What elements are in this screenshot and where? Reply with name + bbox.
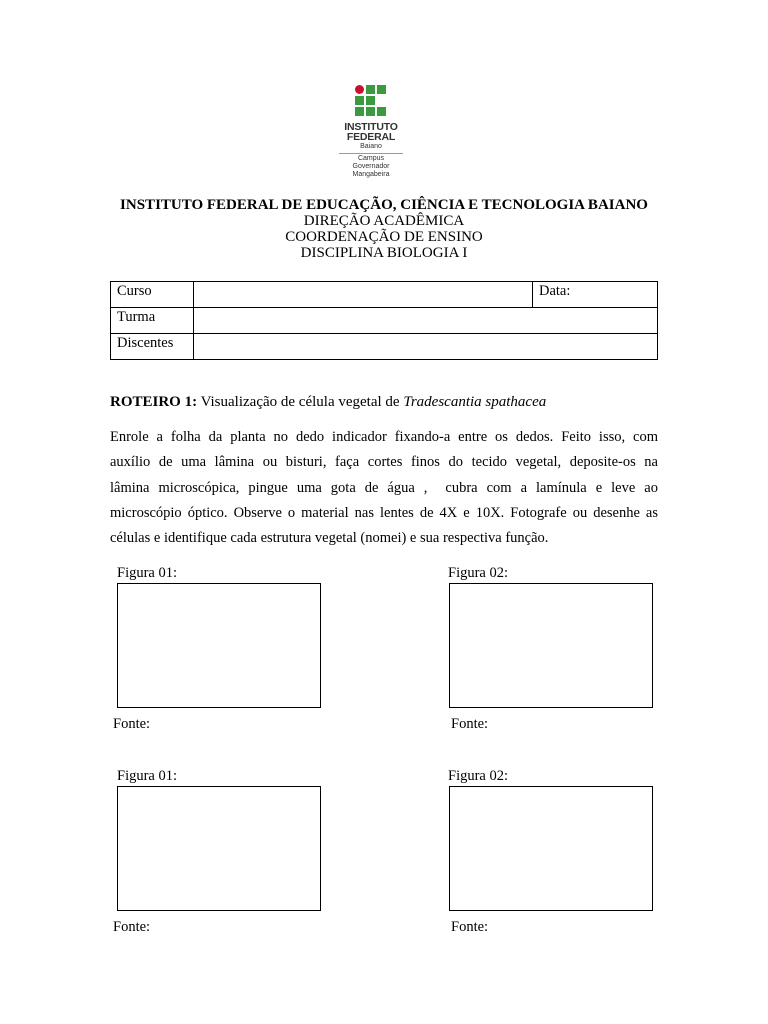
logo-mark-icon (336, 84, 406, 120)
figure-2-box[interactable] (449, 583, 653, 708)
logo-campus: Campus Governador Mangabeira (352, 155, 390, 178)
instruction-line: auxílio de uma lâmina ou bisturi, faça cortes finos do tecido vegetal, deposite-os na (110, 454, 658, 471)
logo-institution-name: INSTITUTO FEDERAL (344, 121, 398, 143)
institution-title: INSTITUTO FEDERAL DE EDUCAÇÃO, CIÊNCIA E TECNOLOGIA BAIANO (120, 197, 648, 213)
instructions-paragraph (110, 425, 658, 551)
student-info-table (110, 281, 658, 360)
logo-campus-name: Baiano (360, 143, 382, 150)
logo-red-circle (355, 85, 364, 94)
coordination-title: COORDENAÇÃO DE ENSINO (285, 229, 483, 245)
instruction-line: lâmina microscópica, pingue uma gota de água , cubra com a lamínula e leve ao (110, 479, 658, 496)
figure-3-label: Figura 01: (117, 768, 178, 784)
course-row (111, 282, 658, 308)
class-label: Turma (111, 308, 194, 334)
roteiro-title (110, 394, 546, 411)
class-row (111, 308, 658, 334)
logo-divider (339, 153, 403, 154)
figure-1-box[interactable] (117, 583, 321, 708)
document-header (0, 197, 768, 261)
roteiro-label: ROTEIRO 1: (110, 394, 198, 410)
class-field[interactable] (194, 308, 658, 334)
figure-4-box[interactable] (449, 786, 653, 911)
figure-1-label: Figura 01: (117, 565, 178, 581)
instruction-line: células e identifique cada estrutura vegetal (nomei) e sua respectiva função. (110, 530, 549, 547)
figure-2-label: Figura 02: (448, 565, 509, 581)
figure-4-label: Figura 02: (448, 768, 509, 784)
instruction-line: microscópio óptico. Observe o material nas lentes de 4X e 10X. Fotografe ou desenhe as (110, 504, 658, 521)
roteiro-text: Visualização de célula vegetal de (197, 394, 404, 410)
figure-4-source: Fonte: (451, 919, 489, 935)
direction-title: DIREÇÃO ACADÊMICA (303, 213, 465, 229)
institution-logo (336, 84, 406, 184)
figure-3-box[interactable] (117, 786, 321, 911)
figure-2-source: Fonte: (451, 716, 489, 732)
figure-1-source: Fonte: (113, 716, 151, 732)
students-label: Discentes (111, 334, 194, 360)
course-field[interactable] (194, 282, 533, 308)
students-row (111, 334, 658, 360)
date-field[interactable]: Data: (533, 282, 658, 308)
figure-3-source: Fonte: (113, 919, 151, 935)
species-name: Tradescantia spathacea (403, 394, 547, 410)
course-label: Curso (111, 282, 194, 308)
instruction-line: Enrole a folha da planta no dedo indicador fixando-a entre os dedos. Feito isso, com (110, 429, 658, 445)
students-field[interactable] (194, 334, 658, 360)
discipline-title: DISCIPLINA BIOLOGIA I (300, 245, 468, 261)
